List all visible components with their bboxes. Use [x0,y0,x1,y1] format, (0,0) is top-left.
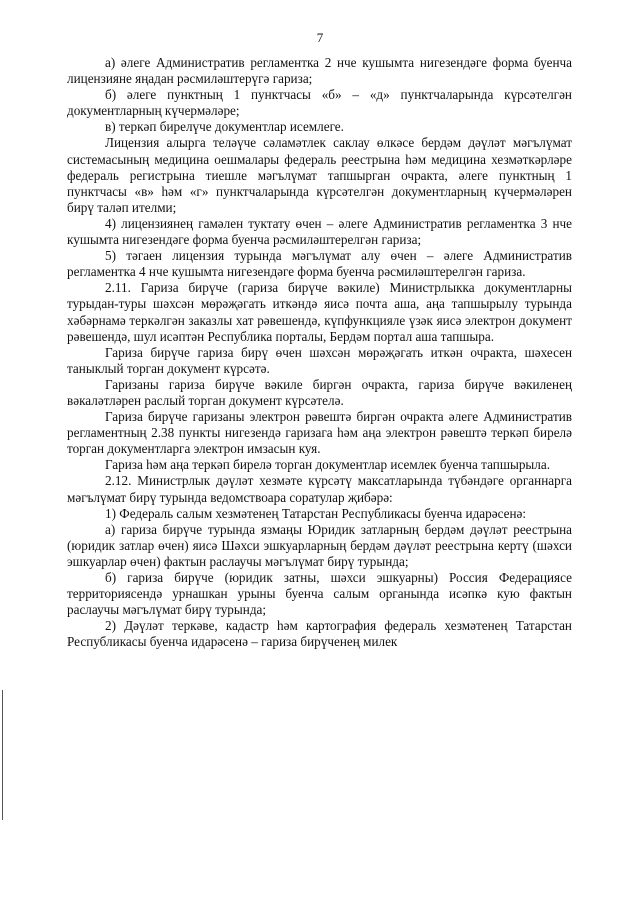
paragraph-item-1: 1) Федераль салым хезмәтенең Татарстан Республикасы буенча идарәсенә: [105,505,527,521]
document-body [67,55,572,650]
paragraph-representative: Гаризаны гариза бирүче вәкиле биргән очракта, гариза бирүче вәкиленең вәкаләтләрен раслый торган документ күрсәтелә. [67,376,572,408]
paragraph-item-4: 4) лицензиянең гамәлен туктату өчен – әлеге Административ регламентка 3 нче кушымта нигезендәге форма буенча рәсмиләштерелгән гариза; [67,215,572,248]
paragraph-personal-visit: Гариза бирүче гариза бирү өчен шәхсән мөрәҗәгать иткән очракта, шәхесен таныклый торган документ күрсәтә. [67,344,572,376]
paragraph-item-v: в) теркәп бирелүче документлар исемлеге. [105,119,344,135]
paragraph-electronic: Гариза бирүче гаризаны электрон рәвештә биргән очракта әлеге Административ регламентның 2.38 пункты нигезендә гаризага һәм аңа электрон рәвештә теркәп бирелә торган документларга электрон имзасын куя. [67,409,572,457]
paragraph-item-5: 5) тәгаен лицензия турында мәгълүмат алу өчен – әлеге Административ регламентка 4 нче кушымта нигезендәге форма буенча рәсмиләштерелгән гариза. [67,248,572,280]
paragraph-sub-a: а) гариза бирүче турында язмаңы Юридик затларның бердәм дәүләт реестрына (юридик затлар өчен) яисә Шәхси эшкуарларның бердәм дәүләт реестрына кертү (шәхси эшкуарлар өчен) фактын раслаучы мәгълүмат бирү турында; [67,521,572,569]
paragraph-inventory: Гариза һәм аңа теркәп бирелә торган документлар исемлек буенча тапшырыла. [105,457,551,473]
paragraph-item-b: б) әлеге пунктның 1 пунктчасы «б» – «д» пунктчаларында күрсәтелгән документларның күчермәләре; [67,87,572,119]
paragraph-license-note: Лицензия алырга теләүче сәламәтлек саклау өлкәсе бердәм дәүләт мәгълүмат системасының медицина оешмалары федераль реестрына һәм медицина хезмәткәрләре федераль регистрына тиешле мәгълүмат тапшырган очракта, әлеге пунктның 1 пунктчасы «в» һәм «г» пунктчаларында күрсәтелгән документларның күчермәләрен бирү таләп ителми; [67,135,572,215]
paragraph-item-2: 2) Дәүләт теркәве, кадастр һәм картография федераль хезмәтенең Татарстан Республикасы буенча идарәсенә – гариза бирүченең милек [67,618,572,650]
scan-edge-line [2,690,3,820]
paragraph-sub-b: б) гариза бирүче (юридик затны, шәхси эшкуарны) Россия Федерациясе территориясендә урнашкан урыны буенча салым органында исәпкә кую фактын раслаучы мәгълүмат бирү турында; [67,570,572,618]
paragraph-section-2-11: 2.11. Гариза бирүче (гариза бирүче вәкиле) Министрлыкка документларны турыдан-туры шәхсән мөрәҗәгать иткәндә яисә почта аша, аңа тапшырылу турында хәбәрнамә теркәлгән заказлы хат рәвешендә, күпфункцияле үзәк яисә электрон документ рәвешендә, шул исәптән Республика порталы, Бердәм портал аша тапшыра. [67,280,572,344]
page-number: 7 [316,30,324,45]
paragraph-section-2-12: 2.12. Министрлык дәүләт хезмәте күрсәтү максатларында түбәндәге органнарга мәгълүмат бирү турында ведомствоара соратулар җибәрә: [67,473,572,505]
paragraph-item-a: а) әлеге Административ регламентка 2 нче кушымта нигезендәге форма буенча лицензияне яңадан рәсмиләштерүгә гариза; [67,55,572,87]
